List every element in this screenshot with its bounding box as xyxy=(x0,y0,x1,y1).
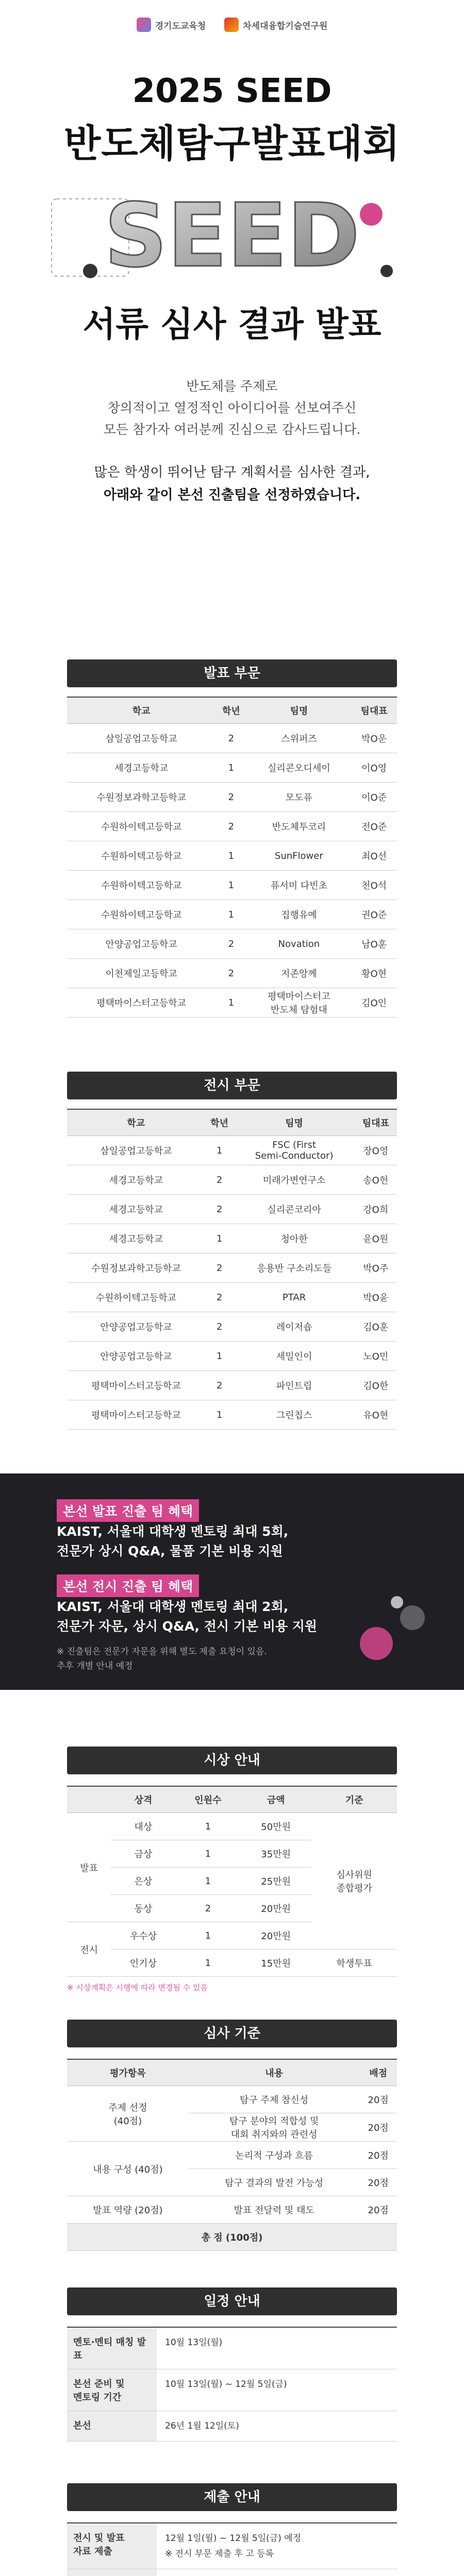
table-cell: 평택마이스터고 반도체 탐험대 xyxy=(246,988,351,1018)
criteria-title: 심사 기준 xyxy=(67,2020,397,2047)
table-header: 학년 xyxy=(216,697,246,724)
hero-title-line2: 반도체탐구발표대회 xyxy=(63,122,401,166)
table-row xyxy=(67,783,397,812)
table-cell: 박O주 xyxy=(355,1253,397,1283)
table-cell: 1 xyxy=(216,871,246,900)
criteria-content: 발표 전달력 및 태도 xyxy=(189,2196,360,2224)
submission-title: 제출 안내 xyxy=(67,2483,397,2511)
table-cell: 2 xyxy=(205,1195,234,1224)
award-cell: 인기상 xyxy=(111,1950,175,1977)
table-cell: 김O훈 xyxy=(355,1312,397,1342)
table-cell: 수원정보과학고등학교 xyxy=(67,1253,205,1283)
hero-result-line1: 많은 학생이 뛰어난 탐구 계획서를 심사한 결과, xyxy=(94,465,370,480)
info-row xyxy=(67,2411,397,2442)
table-cell: 실리콘코리아 xyxy=(234,1195,355,1224)
header-logos xyxy=(0,0,464,32)
table-row xyxy=(67,841,397,871)
table-cell: 윤O원 xyxy=(355,1224,397,1253)
table-cell: 2 xyxy=(216,783,246,812)
table-header: 팀대표 xyxy=(355,1109,397,1136)
table-cell: 수원하이텍고등학교 xyxy=(67,812,216,841)
table-cell: 청아한 xyxy=(234,1224,355,1253)
award-cell: 1 xyxy=(176,1950,240,1977)
table-cell: 송O헌 xyxy=(355,1165,397,1195)
criteria-content: 탐구 분야의 적합성 및 대회 취지와의 관련성 xyxy=(189,2113,360,2142)
award-cell: 1 xyxy=(176,1840,240,1868)
table-header: 학교 xyxy=(67,697,216,724)
table-header: 인원수 xyxy=(176,1786,240,1813)
table-cell: 실리콘오디세이 xyxy=(246,753,351,783)
criteria-content: 탐구 주제 참신성 xyxy=(189,2086,360,2113)
schedule-section xyxy=(67,2327,397,2442)
table-cell: 2 xyxy=(216,929,246,959)
award-cell: 15만원 xyxy=(240,1950,311,1977)
criteria-total-row xyxy=(67,2224,397,2251)
table-cell: Novation xyxy=(246,929,351,959)
institute-logo-icon xyxy=(224,18,239,32)
criteria-row xyxy=(67,2142,397,2169)
award-cell: 우수상 xyxy=(111,1922,175,1950)
table-cell: 김O인 xyxy=(351,988,397,1018)
exhibition-section xyxy=(0,1072,464,1430)
awards-title: 시상 안내 xyxy=(67,1747,397,1774)
table-header: 팀명 xyxy=(246,697,351,724)
table-cell: 권O준 xyxy=(351,900,397,929)
table-cell: 노O민 xyxy=(355,1342,397,1371)
criteria-category: 내용 구성 (40점) xyxy=(67,2142,189,2196)
table-header xyxy=(67,1786,111,1813)
info-row xyxy=(67,2328,397,2369)
table-cell: 1 xyxy=(205,1342,234,1371)
seed-logo xyxy=(41,183,423,292)
table-cell: 반도체투코리 xyxy=(246,812,351,841)
table-cell: 모도퓨 xyxy=(246,783,351,812)
gyeonggi-logo xyxy=(137,18,206,32)
table-cell: 수원하이텍고등학교 xyxy=(67,871,216,900)
exhibition-title: 전시 부문 xyxy=(67,1072,397,1099)
award-row xyxy=(67,1950,397,1977)
criteria-content: 논리적 구성과 흐름 xyxy=(189,2142,360,2169)
awards-section xyxy=(67,1786,397,1993)
presentation-title: 발표 부문 xyxy=(67,659,397,687)
submission-section xyxy=(67,2522,397,2576)
award-cell: 동상 xyxy=(111,1895,175,1922)
table-cell: 세경고등학교 xyxy=(67,1224,205,1253)
awards-note: ※ 시상계획은 시행에 따라 변경될 수 있음 xyxy=(67,1983,208,1992)
info-key: 본선 준비 및 멘토링 기간 xyxy=(67,2369,157,2411)
info-key xyxy=(67,2569,157,2576)
table-cell: 세경고등학교 xyxy=(67,753,216,783)
benefit-note: ※ 진출팀은 전문가 자문을 위해 별도 제출 요청이 있음. xyxy=(57,1647,267,1657)
table-header: 금액 xyxy=(240,1786,311,1813)
table-cell: 안양공업고등학교 xyxy=(67,1342,205,1371)
criteria-score: 20점 xyxy=(359,2113,397,2142)
table-cell: 집행유예 xyxy=(246,900,351,929)
award-cell: 25만원 xyxy=(240,1868,311,1895)
award-cell: 2 xyxy=(176,1895,240,1922)
criteria-row xyxy=(67,2196,397,2224)
table-cell: 1 xyxy=(205,1400,234,1430)
table-header: 배점 xyxy=(359,2059,397,2086)
table-row xyxy=(67,724,397,753)
table-cell: 천O석 xyxy=(351,871,397,900)
award-group-label: 발표 xyxy=(67,1813,111,1922)
schedule-title: 일정 안내 xyxy=(67,2287,397,2315)
table-cell: 그린칩스 xyxy=(234,1400,355,1430)
table-row xyxy=(67,929,397,959)
seed-logo-graphic xyxy=(41,183,423,292)
table-cell: 파인트립 xyxy=(234,1371,355,1400)
table-cell: 2 xyxy=(216,959,246,988)
decorative-bubbles-icon xyxy=(356,1587,433,1664)
table-row xyxy=(67,1165,397,1195)
table-cell: FSC (First Semi-Conductor) xyxy=(234,1136,355,1165)
table-cell: 2 xyxy=(216,724,246,753)
table-cell: 유O현 xyxy=(355,1400,397,1430)
gyeonggi-logo-text: 경기도교육청 xyxy=(155,21,206,31)
pres-benefit-line: 전문가 상시 Q&A, 물품 기본 비용 지원 xyxy=(57,1544,283,1558)
table-cell: 장O영 xyxy=(355,1136,397,1165)
info-value: 12월 1일(월) ~ 12월 5일(금) 예정 ※ 전시 부문 제출 후 고 등록 xyxy=(165,2533,302,2559)
criteria-score: 20점 xyxy=(359,2169,397,2196)
exhibition-table xyxy=(67,1109,397,1430)
table-header: 학교 xyxy=(67,1109,205,1136)
table-cell: 남O훈 xyxy=(351,929,397,959)
table-cell: 최O선 xyxy=(351,841,397,871)
award-cell: 1 xyxy=(176,1813,240,1840)
criteria-score: 20점 xyxy=(359,2086,397,2113)
table-cell: 박O윤 xyxy=(355,1283,397,1312)
table-row xyxy=(67,988,397,1018)
table-cell: SunFlower xyxy=(246,841,351,871)
criteria-content: 탐구 결과의 발전 가능성 xyxy=(189,2169,360,2196)
table-cell: 삼일공업고등학교 xyxy=(67,724,216,753)
award-group-label: 전시 xyxy=(67,1922,111,1977)
table-cell: 세경고등학교 xyxy=(67,1165,205,1195)
pres-benefit-line: KAIST, 서울대 대학생 멘토링 최대 5회, xyxy=(57,1524,289,1539)
table-header: 상격 xyxy=(111,1786,175,1813)
table-cell: 1 xyxy=(216,753,246,783)
benefits-band xyxy=(0,1473,464,1690)
table-cell: 삼일공업고등학교 xyxy=(67,1136,205,1165)
presentation-section xyxy=(0,659,464,1018)
table-cell: 세밀인이 xyxy=(234,1342,355,1371)
table-row xyxy=(67,900,397,929)
table-header: 팀명 xyxy=(234,1109,355,1136)
table-cell: 세경고등학교 xyxy=(67,1195,205,1224)
table-cell: PTAR xyxy=(234,1283,355,1312)
hero-title-line1: 2025 SEED xyxy=(132,72,332,110)
table-cell: 레이저숍 xyxy=(234,1312,355,1342)
table-cell: 수원하이텍고등학교 xyxy=(67,1283,205,1312)
info-key: 본선 xyxy=(67,2411,157,2441)
award-cell: 1 xyxy=(176,1868,240,1895)
criteria-section xyxy=(67,2059,397,2251)
hero-subtitle: 서류 심사 결과 발표 xyxy=(82,304,382,344)
hero-intro-line: 모든 참가자 여러분께 진심으로 감사드립니다. xyxy=(103,422,361,437)
table-cell: 전O준 xyxy=(351,812,397,841)
table-cell: 황O현 xyxy=(351,959,397,988)
criteria-score: 20점 xyxy=(359,2196,397,2224)
info-key: 멘토·멘티 매칭 발표 xyxy=(67,2328,157,2369)
exh-benefit-tag: 본선 전시 진출 팀 혜택 xyxy=(57,1574,199,1597)
table-cell: 이O준 xyxy=(351,783,397,812)
criteria-category: 발표 역량 (20점) xyxy=(67,2196,189,2224)
table-cell: 퓨서미 다빈초 xyxy=(246,871,351,900)
info-value xyxy=(157,2569,397,2576)
award-cell: 20만원 xyxy=(240,1922,311,1950)
table-row xyxy=(67,1371,397,1400)
info-value: 10월 13일(월) ~ 12월 5일(금) xyxy=(165,2379,287,2389)
presentation-table xyxy=(67,697,397,1018)
criteria-table xyxy=(67,2059,397,2251)
exh-benefit-line: 전문가 자문, 상시 Q&A, 전시 기본 비용 지원 xyxy=(57,1619,318,1634)
table-cell: 2 xyxy=(205,1165,234,1195)
table-row xyxy=(67,1253,397,1283)
table-cell: 박O운 xyxy=(351,724,397,753)
table-cell: 수원하이텍고등학교 xyxy=(67,900,216,929)
table-row xyxy=(67,1342,397,1371)
table-row xyxy=(67,753,397,783)
awards-table xyxy=(67,1786,397,1977)
info-row xyxy=(67,2369,397,2411)
table-row xyxy=(67,1283,397,1312)
table-row xyxy=(67,871,397,900)
criteria-row xyxy=(67,2086,397,2113)
table-row xyxy=(67,1195,397,1224)
table-cell: 2 xyxy=(205,1371,234,1400)
exh-benefit-line: KAIST, 서울대 대학생 멘토링 최대 2회, xyxy=(57,1599,289,1614)
hero-result xyxy=(0,461,464,506)
table-header: 팀대표 xyxy=(351,697,397,724)
table-cell: 1 xyxy=(205,1136,234,1165)
award-cell: 1 xyxy=(176,1922,240,1950)
table-cell: 1 xyxy=(216,841,246,871)
criteria-total: 총 점 (100점) xyxy=(67,2224,397,2251)
award-row xyxy=(67,1813,397,1840)
institute-logo-text: 차세대융합기술연구원 xyxy=(243,21,328,31)
table-cell: 2 xyxy=(205,1283,234,1312)
hero-intro xyxy=(0,376,464,440)
table-cell: 안양공업고등학교 xyxy=(67,1312,205,1342)
info-value: 10월 13일(월) xyxy=(165,2337,223,2348)
info-key: 전시 및 발표 자료 제출 xyxy=(67,2523,157,2569)
hero-intro-line: 반도체를 주제로 xyxy=(186,379,278,394)
pres-benefit-tag: 본선 발표 진출 팀 혜택 xyxy=(57,1499,199,1522)
info-value: 26년 1월 12일(토) xyxy=(165,2421,239,2431)
table-cell: 평택마이스터고등학교 xyxy=(67,1371,205,1400)
gyeonggi-logo-icon xyxy=(137,18,151,32)
institute-logo xyxy=(224,18,327,32)
table-row xyxy=(67,1312,397,1342)
table-header: 내용 xyxy=(189,2059,360,2086)
criteria-score: 20점 xyxy=(359,2142,397,2169)
table-header: 기준 xyxy=(311,1786,397,1813)
award-criteria: 학생투표 xyxy=(311,1950,397,1977)
benefit-note: 추후 개별 안내 예정 xyxy=(57,1661,133,1671)
table-row xyxy=(67,1136,397,1165)
table-cell: 2 xyxy=(205,1312,234,1342)
table-cell: 지존앙께 xyxy=(246,959,351,988)
table-row xyxy=(67,1224,397,1253)
table-cell: 응용반 구소리도들 xyxy=(234,1253,355,1283)
table-cell: 미래가변연구소 xyxy=(234,1165,355,1195)
table-cell: 1 xyxy=(216,900,246,929)
table-cell: 수원하이텍고등학교 xyxy=(67,841,216,871)
table-cell: 수원정보과학고등학교 xyxy=(67,783,216,812)
table-header: 평가항목 xyxy=(67,2059,189,2086)
award-cell: 금상 xyxy=(111,1840,175,1868)
hero-intro-line: 창의적이고 열정적인 아이디어를 선보여주신 xyxy=(107,400,357,415)
table-cell: 이O영 xyxy=(351,753,397,783)
info-row xyxy=(67,2569,397,2576)
award-cell: 35만원 xyxy=(240,1840,311,1868)
table-cell: 2 xyxy=(205,1253,234,1283)
table-cell: 안양공업고등학교 xyxy=(67,929,216,959)
hero xyxy=(0,72,464,506)
table-cell: 2 xyxy=(216,812,246,841)
table-cell: 평택마이스터고등학교 xyxy=(67,988,216,1018)
award-cell: 20만원 xyxy=(240,1895,311,1922)
table-cell: 김O한 xyxy=(355,1371,397,1400)
award-cell: 대상 xyxy=(111,1813,175,1840)
table-header: 학년 xyxy=(205,1109,234,1136)
table-cell: 이천제일고등학교 xyxy=(67,959,216,988)
table-row xyxy=(67,1400,397,1430)
table-row xyxy=(67,812,397,841)
info-row xyxy=(67,2523,397,2569)
table-cell: 평택마이스터고등학교 xyxy=(67,1400,205,1430)
hero-result-line2: 아래와 같이 본선 진출팀을 선정하였습니다. xyxy=(103,487,361,503)
award-criteria: 심사위원 종합평가 xyxy=(311,1813,397,1950)
benefits-content xyxy=(57,1499,317,1673)
criteria-category: 주제 선정 (40점) xyxy=(67,2086,189,2142)
seed-logo-text: SEED xyxy=(104,185,360,287)
table-cell: 강O희 xyxy=(355,1195,397,1224)
table-cell: 1 xyxy=(216,988,246,1018)
table-cell: 1 xyxy=(205,1224,234,1253)
table-row xyxy=(67,959,397,988)
table-cell: 스위퍼즈 xyxy=(246,724,351,753)
award-cell: 은상 xyxy=(111,1868,175,1895)
award-cell: 50만원 xyxy=(240,1813,311,1840)
